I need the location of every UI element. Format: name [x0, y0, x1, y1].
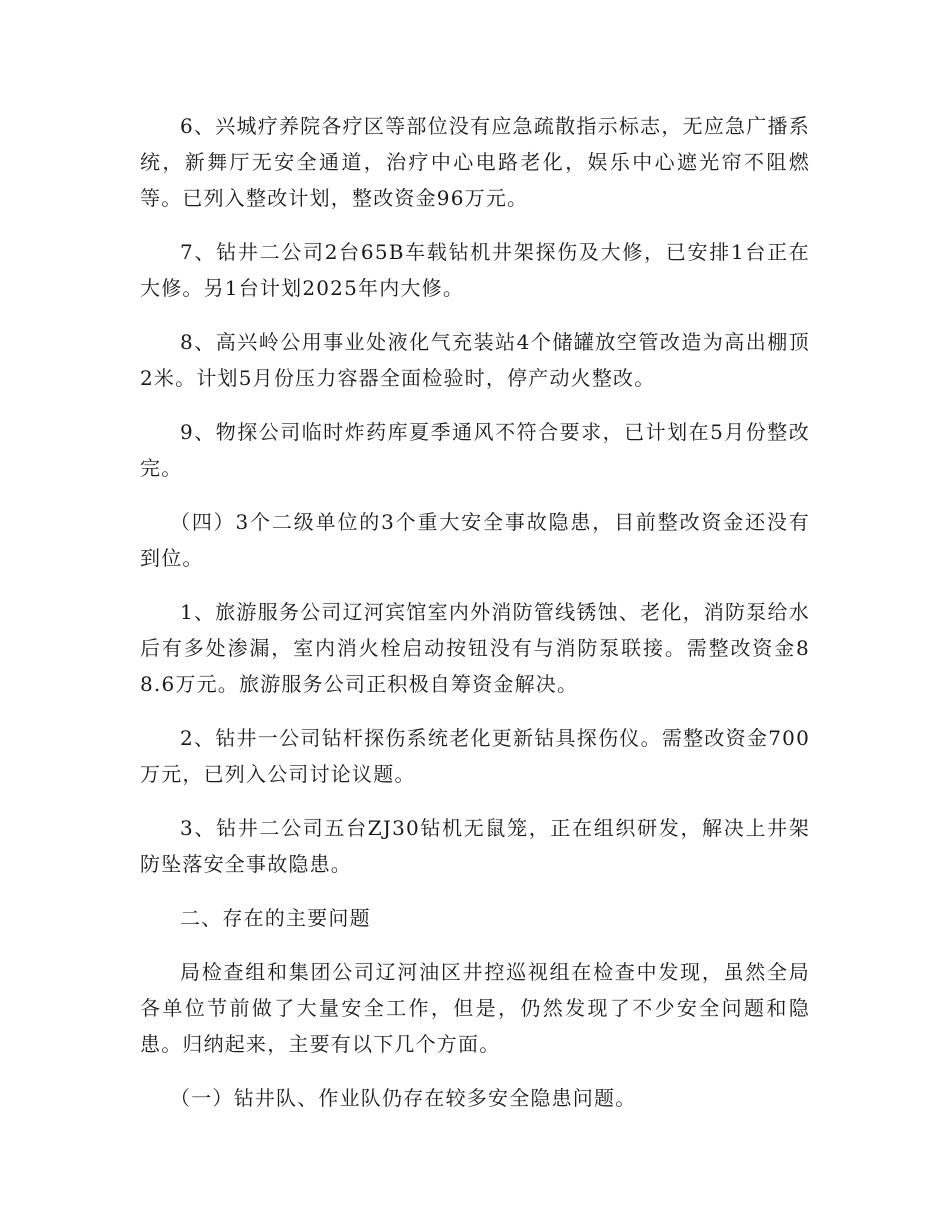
paragraph-item-2: 2、钻井一公司钻杆探伤系统老化更新钻具探伤仪。需整改资金700万元，已列入公司讨论议题。 — [140, 726, 810, 786]
section-heading-4: （四）3个二级单位的3个重大安全事故隐患，目前整改资金还没有到位。 — [140, 510, 810, 570]
paragraph-summary: 局检查组和集团公司辽河油区井控巡视组在检查中发现，虽然全局各单位节前做了大量安全工作，但是，仍然发现了不少安全问题和隐患。归纳起来，主要有以下几个方面。 — [140, 960, 810, 1056]
paragraph-item-7: 7、钻井二公司2台65B车载钻机井架探伤及大修，已安排1台正在大修。另1台计划2025年内大修。 — [140, 240, 810, 300]
section-heading-1: （一）钻井队、作业队仍存在较多安全隐患问题。 — [170, 1086, 637, 1110]
section-heading-main-issues: 二、存在的主要问题 — [180, 906, 371, 930]
paragraph-item-9: 9、物探公司临时炸药库夏季通风不符合要求，已计划在5月份整改完。 — [140, 420, 810, 480]
paragraph-item-3: 3、钻井二公司五台ZJ30钻机无鼠笼，正在组织研发，解决上井架防坠落安全事故隐患。 — [140, 816, 810, 876]
paragraph-item-8: 8、高兴岭公用事业处液化气充装站4个储罐放空管改造为高出棚顶2米。计划5月份压力容器全面检验时，停产动火整改。 — [140, 330, 810, 390]
paragraph-item-6: 6、兴城疗养院各疗区等部位没有应急疏散指示标志，无应急广播系统，新舞厅无安全通道，治疗中心电路老化，娱乐中心遮光帘不阻燃等。已列入整改计划，整改资金96万元。 — [140, 114, 810, 210]
document-page — [140, 108, 810, 1116]
paragraph-item-1: 1、旅游服务公司辽河宾馆室内外消防管线锈蚀、老化，消防泵给水后有多处渗漏，室内消火栓启动按钮没有与消防泵联接。需整改资金88.6万元。旅游服务公司正积极自筹资金解决。 — [140, 600, 810, 696]
